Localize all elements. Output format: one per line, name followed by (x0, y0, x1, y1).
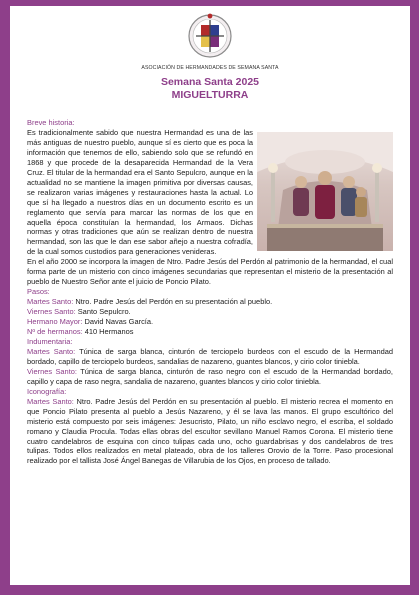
indumentaria-martes-value: Túnica de sarga blanca, cinturón de terciopelo burdeos con el escudo de la Hermandad bordado, capillo de terciopelo burdeos, sandalias de nazareno, guantes blancos, y cirio color tiniebla. (27, 346, 393, 366)
pasos-martes (27, 297, 393, 307)
association-name: ASOCIACIÓN DE HERMANDADES DE SEMANA SANTA (141, 65, 279, 71)
iconografia-label: Martes Santo: (27, 396, 74, 406)
indumentaria-martes-label: Martes Santo: (27, 346, 76, 356)
town-name: MIGUELTURRA (171, 89, 249, 101)
hermano-mayor-value: David Navas García. (82, 317, 154, 327)
association-logo (182, 10, 238, 62)
indumentaria-viernes (27, 367, 393, 387)
pasos-viernes-value: Santo Sepulcro. (75, 307, 131, 317)
pasos-heading: Pasos: (27, 287, 50, 297)
pasos-viernes-label: Viernes Santo: (27, 307, 76, 317)
pasos-martes-label: Martes Santo: (27, 297, 74, 307)
indumentaria-viernes-value: Túnica de sarga blanca, cinturón de raso negro con el escudo de la Hermandad bordado, capillo y capa de raso negra, sandalia de nazareno, guantes blancos y cirio color tiniebla. (27, 366, 393, 386)
iconografia-heading: Iconografía: (27, 386, 67, 396)
num-hermanos (27, 327, 393, 337)
num-hermanos-label: Nº de hermanos: (27, 327, 83, 337)
indumentaria-heading: Indumentaria: (27, 336, 73, 346)
pasos-martes-value: Ntro. Padre Jesús del Perdón en su presentación al pueblo. (73, 297, 273, 307)
hermano-mayor-label: Hermano Mayor: (27, 317, 83, 327)
pasos-viernes (27, 307, 393, 317)
iconografia-text (27, 397, 393, 467)
hermano-mayor (27, 317, 393, 327)
num-hermanos-value: 410 Hermanos (82, 327, 134, 337)
procession-photo (257, 132, 393, 251)
content (27, 118, 393, 466)
indumentaria-martes (27, 347, 393, 367)
historia-paragraph-2: En el año 2000 se incorpora la imagen de Ntro. Padre Jesús del Perdón al patrimonio de la hermandad, el cual forma parte de un misterio con cinco imágenes secundarias que representan el misterio de la presentación al pueblo de Nuestro Señor ante el juicio de Poncio Pilato. (27, 257, 393, 287)
page-title: Semana Santa 2025 (160, 76, 260, 88)
iconografia-value: Ntro. Padre Jesús del Perdón en su presentación al pueblo. El misterio recrea el momento en que Poncio Pilato presenta al pueblo a Jesús Nazareno, y él se lava las manos. El grupo escultórico del misterio está compuesto por seis imágenes: Jesucristo, Pilato, un niño esclavo negro, el escriba, el soldado romano y Claudia Procula. Todas ellas obras del escultor sevillano Manuel Ramos Corona. El misterio tiene cuatro candelabros de esquina con cinco tulipas cada uno, ocho guardabrisas y dos candelabros de tres tulipas. Todos ellos realizados en metal plateado, obra de los talleres Orovio de la Torre. Paso procesional realizado por el tallista José Ángel Banegas de Villarubia de los Ojos, en proceso de tallado. (27, 396, 393, 466)
historia-heading: Breve historia: (27, 118, 75, 127)
page (10, 6, 410, 585)
historia-paragraph-1: Es tradicionalmente sabido que nuestra Hermandad es una de las más antiguas de nuestro pueblo, aunque sí es cierto que es poca la información que tenemos de ello, sabiendo solo que se refundó en 1868 y que procede de la desaparecida Hermandad de la Vera Cruz. El titular de la hermandad era el Santo Sepulcro, aunque en la actualidad no se mantiene la imagen primitiva por diversas causas, se realizaron varias imágenes y restauraciones hasta la actual. Lo que sí ha llegado a nuestros días en un documento escrito es un reglamento que servía para marcar las normas de los que en aquella época constituían la hermandad, los Armaos. Dichas normas y otras tradiciones que aún se realizan dentro de nuestra hermandad, son las que le dan ese sabor añejo a nuestra cofradía, de la cual somos custodios para generaciones venideras. (27, 127, 253, 257)
indumentaria-viernes-label: Viernes Santo: (27, 366, 77, 376)
